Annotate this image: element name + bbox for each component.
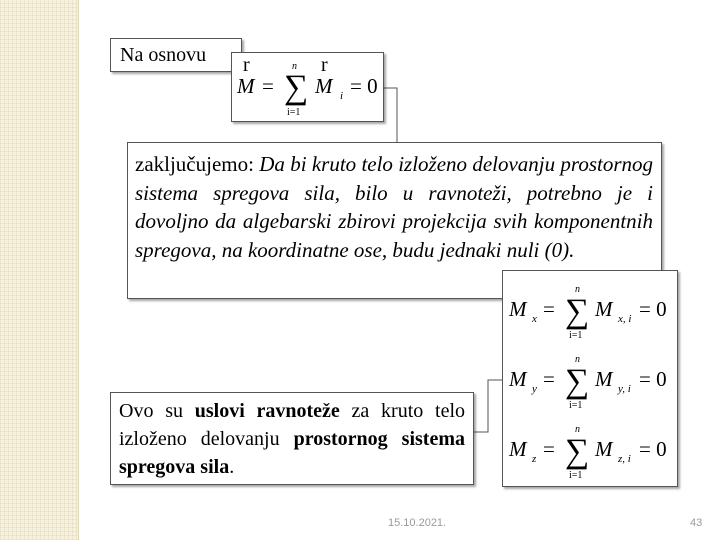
component-equation-row bbox=[508, 354, 667, 411]
sum-lower: i=1 bbox=[569, 470, 583, 481]
conclusion-body: Da bi kruto telo izloženo delovanju prostornog sistema spregova sila, bilo u ravnoteži, potrebno je i dovoljno da algebarski zbirovi projekcija svih komponentnih spregova, na koordinatne ose, budu jednaki nuli (0). bbox=[135, 152, 654, 262]
sum-lower: i=1 bbox=[569, 400, 583, 411]
summary-text-3: . bbox=[229, 456, 235, 478]
summary-bold-1: uslovi ravnoteže bbox=[194, 400, 340, 422]
lhs-symbol: M bbox=[509, 367, 527, 391]
term-vector-mark: r bbox=[321, 54, 328, 76]
sum-lower: i=1 bbox=[287, 107, 301, 118]
equals-sign: = bbox=[543, 297, 555, 321]
intro-label: Na osnovu bbox=[120, 44, 207, 66]
term-symbol: M bbox=[315, 74, 333, 98]
lhs-symbol: M bbox=[237, 74, 255, 98]
page-number: 43 bbox=[690, 517, 703, 529]
term-symbol: M bbox=[595, 297, 613, 321]
equals-sign: = bbox=[543, 367, 555, 391]
equals-sign: = bbox=[543, 437, 555, 461]
component-equations-box bbox=[502, 270, 678, 487]
main-equation-box bbox=[231, 52, 384, 122]
summary-text-1: Ovo su bbox=[119, 400, 195, 422]
intro-label-box bbox=[110, 38, 242, 72]
lhs-sub: y bbox=[532, 383, 537, 395]
conclusion-lead: zaključujemo: bbox=[135, 152, 254, 176]
term-sub: z, i bbox=[618, 453, 631, 465]
svg-text:=: = bbox=[262, 74, 274, 98]
term-symbol: M bbox=[595, 437, 613, 461]
sum-upper: n bbox=[292, 61, 297, 72]
sum-icon: ∑ bbox=[565, 433, 590, 470]
summary-box bbox=[110, 392, 474, 485]
sum-icon: ∑ bbox=[284, 69, 309, 106]
lhs-sub: x bbox=[532, 313, 537, 325]
sum-lower: i=1 bbox=[569, 330, 583, 341]
rhs: = 0 bbox=[350, 74, 378, 98]
summary-text-2: za kruto telo izloženo delovanju bbox=[119, 400, 466, 450]
rhs: = 0 bbox=[639, 437, 667, 461]
lhs-symbol: M bbox=[509, 437, 527, 461]
component-equation-row bbox=[508, 284, 667, 341]
term-sub: y, i bbox=[618, 383, 631, 395]
lhs-vector-mark: r bbox=[243, 54, 250, 76]
sum-icon: ∑ bbox=[565, 293, 590, 330]
sum-upper: n bbox=[575, 354, 580, 365]
lhs-sub: z bbox=[532, 453, 537, 465]
term-index: i bbox=[340, 90, 344, 102]
term-sub: x, i bbox=[618, 313, 632, 325]
sum-upper: n bbox=[575, 284, 580, 295]
summary-bold-2: prostornog sistema spregova sila bbox=[119, 428, 465, 478]
lhs-symbol: M bbox=[509, 297, 527, 321]
sum-icon: ∑ bbox=[565, 363, 590, 400]
rhs: = 0 bbox=[639, 297, 667, 321]
component-equation-row bbox=[508, 424, 667, 481]
component-equations bbox=[503, 271, 677, 486]
sum-upper: n bbox=[575, 424, 580, 435]
term-symbol: M bbox=[595, 367, 613, 391]
rhs: = 0 bbox=[639, 367, 667, 391]
main-equation bbox=[232, 53, 383, 121]
footer-date: 15.10.2021. bbox=[388, 517, 447, 529]
